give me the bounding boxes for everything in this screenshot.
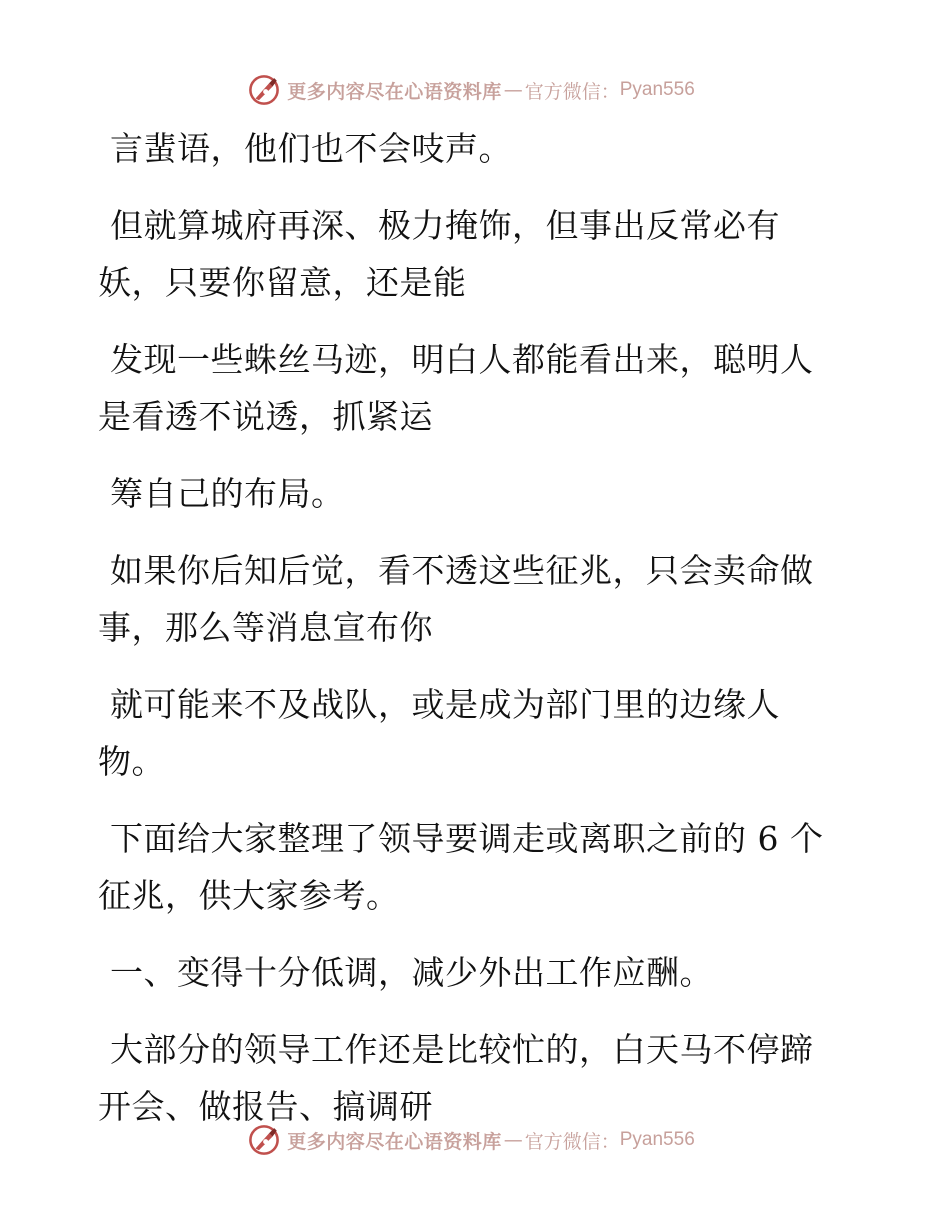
watermark-dash: —: [503, 1129, 523, 1151]
paragraph-9: [98, 1021, 833, 1135]
text-line: 是看透不说透，抓紧运: [98, 397, 433, 436]
watermark-group: [247, 73, 695, 107]
paragraph-5: [98, 542, 833, 656]
text-line: 物。: [98, 742, 165, 781]
watermark-site-text: 更多内容尽在心语资料库: [287, 80, 502, 103]
text-line: 征兆，供大家参考。: [98, 876, 400, 915]
paragraph-1: [98, 120, 833, 177]
text-line: 开会、做报告、搞调研: [98, 1087, 433, 1126]
paragraph-6: [98, 676, 833, 790]
footer-watermark: [0, 1120, 950, 1160]
paragraph-3: [98, 331, 833, 445]
watermark-official-label: 官方微信：: [524, 1130, 620, 1153]
text-line: 言蜚语，他们也不会吱声。: [110, 129, 512, 168]
header-watermark: [0, 70, 950, 110]
paragraph-4: [98, 465, 833, 522]
section-heading-1: [98, 944, 833, 1001]
text-line: 下面给大家整理了领导要调走或离职之前的 6 个: [110, 819, 824, 858]
watermark-wechat-id: Pyan556: [619, 79, 695, 100]
document-body: [98, 120, 833, 1135]
heading-line: 一、变得十分低调，减少外出工作应酬。: [110, 953, 713, 992]
text-line: 筹自己的布局。: [110, 474, 345, 513]
paragraph-2: [98, 197, 833, 311]
paragraph-7: [98, 810, 833, 924]
watermark-dash: —: [503, 79, 523, 101]
pen-logo-icon: [247, 73, 281, 107]
text-line: 发现一些蛛丝马迹，明白人都能看出来，聪明人: [110, 340, 814, 379]
text-line: 如果你后知后觉，看不透这些征兆，只会卖命做: [110, 551, 814, 590]
pen-logo-icon: [247, 1123, 281, 1157]
text-line: 但就算城府再深、极力掩饰，但事出反常必有: [110, 206, 780, 245]
text-line: 就可能来不及战队，或是成为部门里的边缘人: [110, 685, 780, 724]
text-line: 妖，只要你留意，还是能: [98, 263, 467, 302]
watermark-group: [247, 1123, 695, 1157]
watermark-wechat-id: Pyan556: [619, 1129, 695, 1150]
text-line: 事，那么等消息宣布你: [98, 608, 433, 647]
watermark-official-label: 官方微信：: [524, 80, 620, 103]
text-line: 大部分的领导工作还是比较忙的，白天马不停蹄: [110, 1030, 814, 1069]
watermark-site-text: 更多内容尽在心语资料库: [287, 1130, 502, 1153]
